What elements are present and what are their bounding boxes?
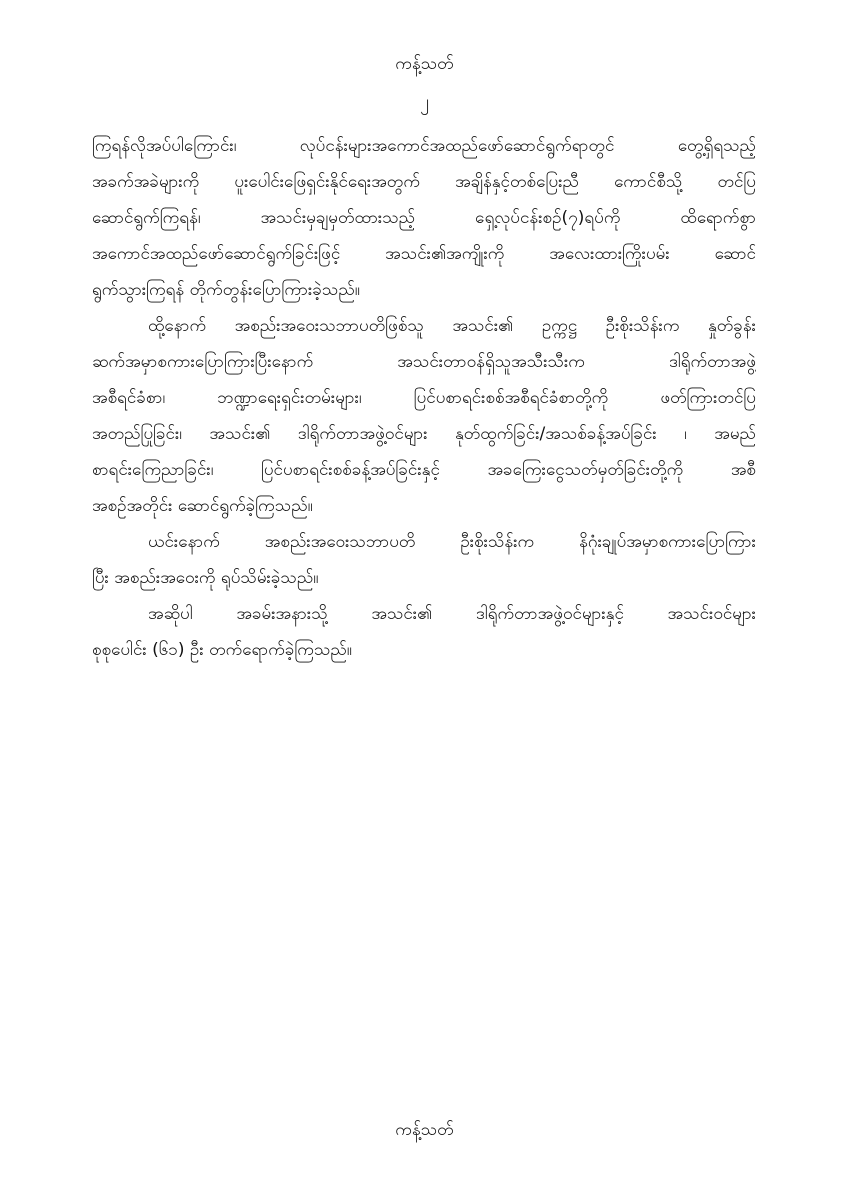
page-number: ၂ <box>420 91 429 112</box>
classification-footer: ကန့်သတ် <box>395 1120 454 1140</box>
paragraph-1 <box>92 128 756 308</box>
paragraph-line: ယင်းနောက် အစည်းအဝေးသဘာပတိ ဦးစိုးသိန်းက နိဂုံးချုပ်အမှာစကားပြောကြား <box>148 532 756 552</box>
paragraph-line: ဆောင်ရွက်ကြရန်၊ အသင်းမှချမှတ်ထားသည့် ရှေ့လုပ်ငန်းစဉ်(၇)ရပ်ကို ထိရောက်စွာ <box>92 208 756 228</box>
paragraph-line: စာရင်းကြေညာခြင်း၊ ပြင်ပစာရင်းစစ်ခန့်အပ်ခြင်းနှင့် အခကြေးငွေသတ်မှတ်ခြင်းတို့ကို အစီ <box>92 460 756 480</box>
document-body <box>92 128 756 668</box>
paragraph-line: ရွက်သွားကြရန် တိုက်တွန်းပြောကြားခဲ့သည်။ <box>92 280 360 300</box>
paragraph-line: အခက်အခဲများကို ပူးပေါင်းဖြေရှင်းနိုင်ရေးအတွက် အချိန်နှင့်တစ်ပြေးညီ ကောင်စီသို့ တင်ပြ <box>92 172 756 192</box>
paragraph-line: အစဉ်အတိုင်း ဆောင်ရွက်ခဲ့ကြသည်။ <box>92 496 313 516</box>
paragraph-line: အဆိုပါ အခမ်းအနားသို့ အသင်း၏ ဒါရိုက်တာအဖွဲ့ဝင်များနှင့် အသင်းဝင်များ <box>148 604 756 624</box>
paragraph-line: အစီရင်ခံစာ၊ ဘဏ္ဍာရေးရှင်းတမ်းများ၊ ပြင်ပစာရင်းစစ်အစီရင်ခံစာတို့ကို ဖတ်ကြားတင်ပြ <box>92 388 756 408</box>
paragraph-line: စုစုပေါင်း (၆၁) ဦး တက်ရောက်ခဲ့ကြသည်။ <box>92 640 352 660</box>
paragraph-line: အကောင်အထည်ဖော်ဆောင်ရွက်ခြင်းဖြင့် အသင်း၏အကျိုးကို အလေးထားကြိုးပမ်း ဆောင် <box>92 244 756 264</box>
paragraph-line: ကြရန်လိုအပ်ပါကြောင်း၊ လုပ်ငန်းများအကောင်အထည်ဖော်ဆောင်ရွက်ရာတွင် တွေ့ရှိရသည့် <box>92 136 756 156</box>
paragraph-line: ထို့နောက် အစည်းအဝေးသဘာပတိဖြစ်သူ အသင်း၏ ဥက္ကဋ္ဌ ဦးစိုးသိန်းက နှုတ်ခွန်း <box>148 316 756 336</box>
paragraph-2 <box>92 308 756 524</box>
paragraph-line: အတည်ပြုခြင်း၊ အသင်း၏ ဒါရိုက်တာအဖွဲ့ဝင်များ နုတ်ထွက်ခြင်း/အသစ်ခန့်အပ်ခြင်း ၊ အမည် <box>92 424 756 444</box>
paragraph-line: ဆက်အမှာစကားပြောကြားပြီးနောက် အသင်းတာဝန်ရှိသူအသီးသီးက ဒါရိုက်တာအဖွဲ့ <box>92 352 756 372</box>
paragraph-line: ပြီး အစည်းအဝေးကို ရုပ်သိမ်းခဲ့သည်။ <box>92 568 319 588</box>
paragraph-3 <box>92 524 756 596</box>
paragraph-4 <box>92 596 756 668</box>
classification-header: ကန့်သတ် <box>395 54 454 74</box>
